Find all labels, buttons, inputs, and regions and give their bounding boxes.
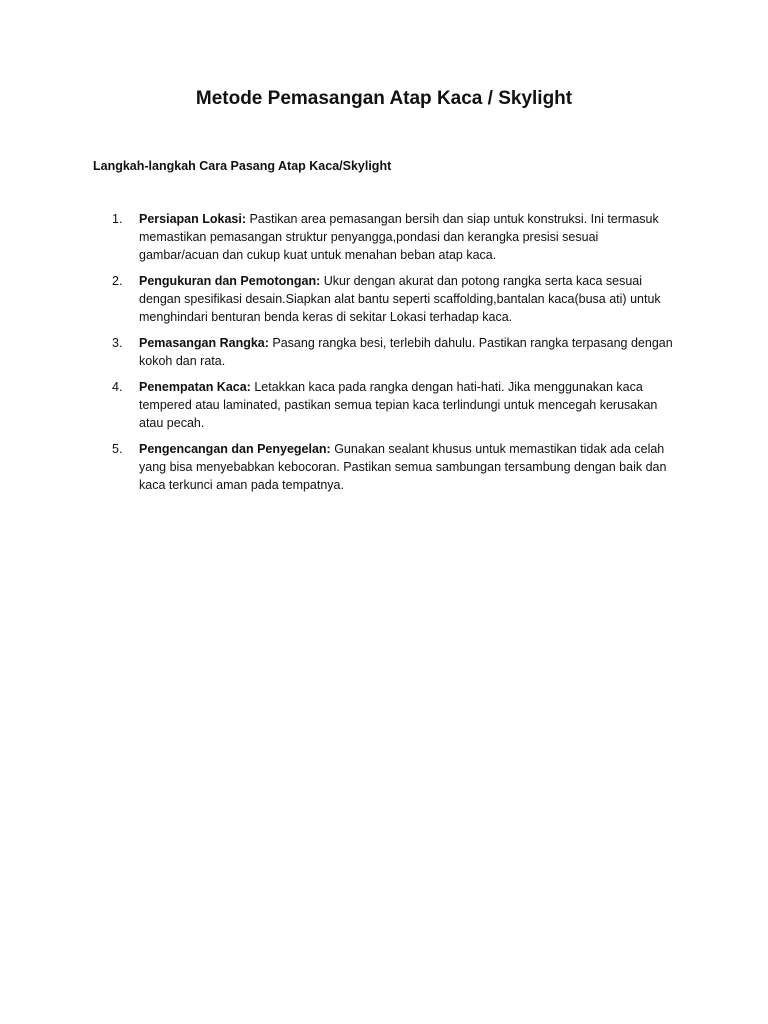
step-item: [112, 440, 677, 494]
step-title: Pemasangan Rangka:: [139, 336, 269, 350]
step-number: 4.: [112, 380, 123, 394]
step-title: Pengukuran dan Pemotongan:: [139, 274, 321, 288]
step-number: 1.: [112, 212, 123, 226]
step-number: 2.: [112, 274, 123, 288]
step-item: [112, 272, 677, 326]
step-title: Persiapan Lokasi:: [139, 212, 246, 226]
document-title: Metode Pemasangan Atap Kaca / Skylight: [195, 88, 573, 109]
step-text: Gunakan sealant khusus untuk memastikan tidak ada celah yang bisa menyebabkan kebocoran. Pastikan semua sambungan tersambung dengan baik dan kaca terkunci aman pada tempatnya.: [139, 442, 667, 492]
step-title: Pengencangan dan Penyegelan:: [139, 442, 331, 456]
step-text: Pastikan area pemasangan bersih dan siap untuk konstruksi. Ini termasuk memastikan pemasangan struktur penyangga,pondasi dan kerangka presisi sesuai gambar/acuan dan cukup kuat untuk menahan beban atap kaca.: [139, 212, 659, 262]
step-text: Ukur dengan akurat dan potong rangka serta kaca sesuai dengan spesifikasi desain.Siapkan alat bantu seperti scaffolding,bantalan kaca(busa ati) untuk menghindari benturan benda keras di sekitar Lokasi terhadap kaca.: [139, 274, 661, 324]
step-item: [112, 210, 677, 264]
step-text: Pasang rangka besi, terlebih dahulu. Pastikan rangka terpasang dengan kokoh dan rata.: [139, 336, 673, 368]
step-item: [112, 334, 677, 370]
step-title: Penempatan Kaca:: [139, 380, 251, 394]
steps-list: [112, 210, 677, 502]
step-item: [112, 378, 677, 432]
step-number: 3.: [112, 336, 123, 350]
step-text: Letakkan kaca pada rangka dengan hati-hati. Jika menggunakan kaca tempered atau laminated, pastikan semua tepian kaca terlindungi untuk mencegah kerusakan atau pecah.: [139, 380, 658, 430]
document-subtitle: Langkah-langkah Cara Pasang Atap Kaca/Skylight: [93, 159, 392, 173]
step-number: 5.: [112, 442, 123, 456]
